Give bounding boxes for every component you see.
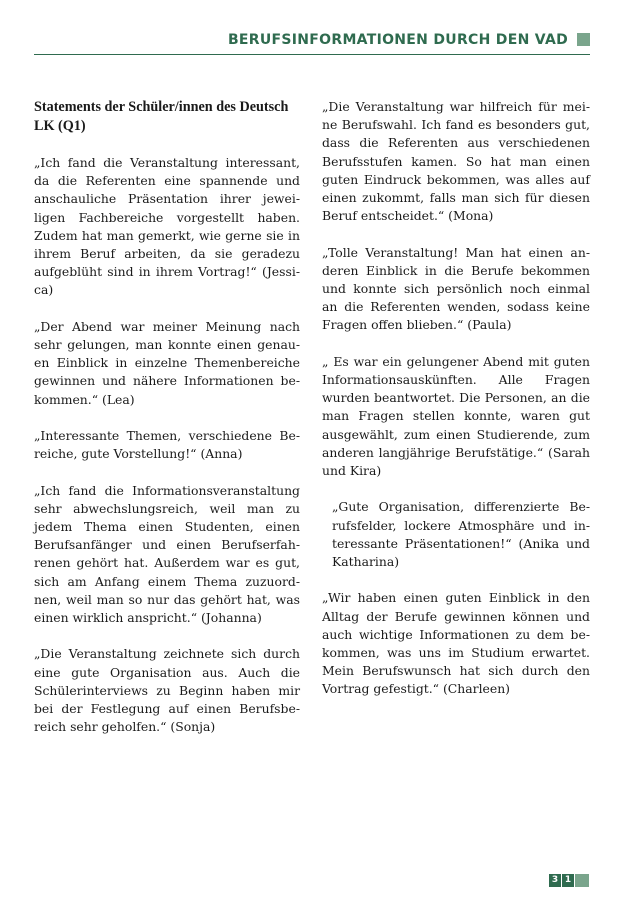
statement-johanna: „Ich fand die Informationsveranstaltung sehr abwechslungsreich, weil man zu jedem Thema einen Studenten, einen Berufsanfänger und einen Berufserfahrenen gehört hat. Außerdem war es gut, sich am Anfang einem Thema zuzuordnen, weil man so nur das gehört hat, was einen wirklich anspricht.“ (Johanna) — [34, 482, 300, 626]
statement-sonja: „Die Veranstaltung zeichnete sich durch eine gute Organisation aus. Auch die Schülerinterviews zu Beginn haben mir bei der Festlegung auf einen Berufsbereich sehr geholfen.“ (Sonja) — [34, 646, 300, 735]
page-number-digit: 3 — [549, 874, 561, 887]
statement-sarah-kira: „ Es war ein gelungener Abend mit guten Informationsauskünften. Alle Fragen wurden beantwortet. Die Personen, an die man Fragen stellen konnte, waren gut ausgewählt, zum einen Studierende, zum anderen langjährige Berufstätige.“ (Sarah und Kira) — [322, 353, 590, 479]
page-number-tail — [575, 874, 589, 887]
section-heading: Statements der Schüler/innen des Deutsch LK (Q1) — [34, 99, 289, 134]
page-header — [34, 30, 590, 55]
statement-charleen: „Wir haben einen guten Einblick in den Alltag der Berufe gewinnen können und auch wichtige Informationen zu dem bekommen, was uns im Studium erwartet. Mein Berufswunsch hat sich durch den Vortrag gefestigt.“ (Charleen) — [322, 590, 590, 697]
header-title: BERUFSINFORMATIONEN DURCH DEN VAD — [227, 32, 568, 48]
statement-mona: „Die Veranstaltung war hilfreich für meine Berufswahl. Ich fand es besonders gut, dass die Referenten aus verschiedenen Berufsstufen kamen. So hat man einen guten Eindruck bekommen, was alles auf einen zukommt, falls man sich für diesen Beruf entscheidet.“ (Mona) — [322, 99, 590, 224]
statement-anna: „Interessante Themen, verschiedene Bereiche, gute Vorstellung!“ (Anna) — [34, 428, 300, 462]
statement-lea: „Der Abend war meiner Meinung nach sehr gelungen, man konnte einen genauen Einblick in einzelne Themenbereiche gewinnen und nähere Informationen bekommen.“ (Lea) — [34, 318, 300, 407]
statement-jessica: „Ich fand die Veranstaltung interessant, da die Referenten eine spannende und anschauliche Präsentation ihrer jeweiligen Fachbereiche vorgestellt haben. Zudem hat man gemerkt, wie gerne sie in ihrem Beruf arbeiten, da sie geradezu aufgeblüht sind in ihrem Vortrag!“ (Jessica) — [34, 155, 300, 298]
header-square-marker — [577, 33, 590, 46]
statement-anika-katharina: „Gute Organisation, differenzierte Berufsfelder, lockere Atmosphäre und interessante Präsentationen!“ (Anika und Katharina) — [332, 499, 590, 570]
right-column — [322, 98, 590, 717]
page-number — [549, 874, 589, 887]
statement-paula: „Tolle Veranstaltung! Man hat einen anderen Einblick in die Berufe bekommen und konnte sich persönlich noch einmal an die Referenten wenden, sodass keine Fragen offen blieben.“ (Paula) — [322, 244, 590, 333]
page-number-digit: 1 — [562, 874, 574, 887]
left-column — [34, 98, 300, 755]
